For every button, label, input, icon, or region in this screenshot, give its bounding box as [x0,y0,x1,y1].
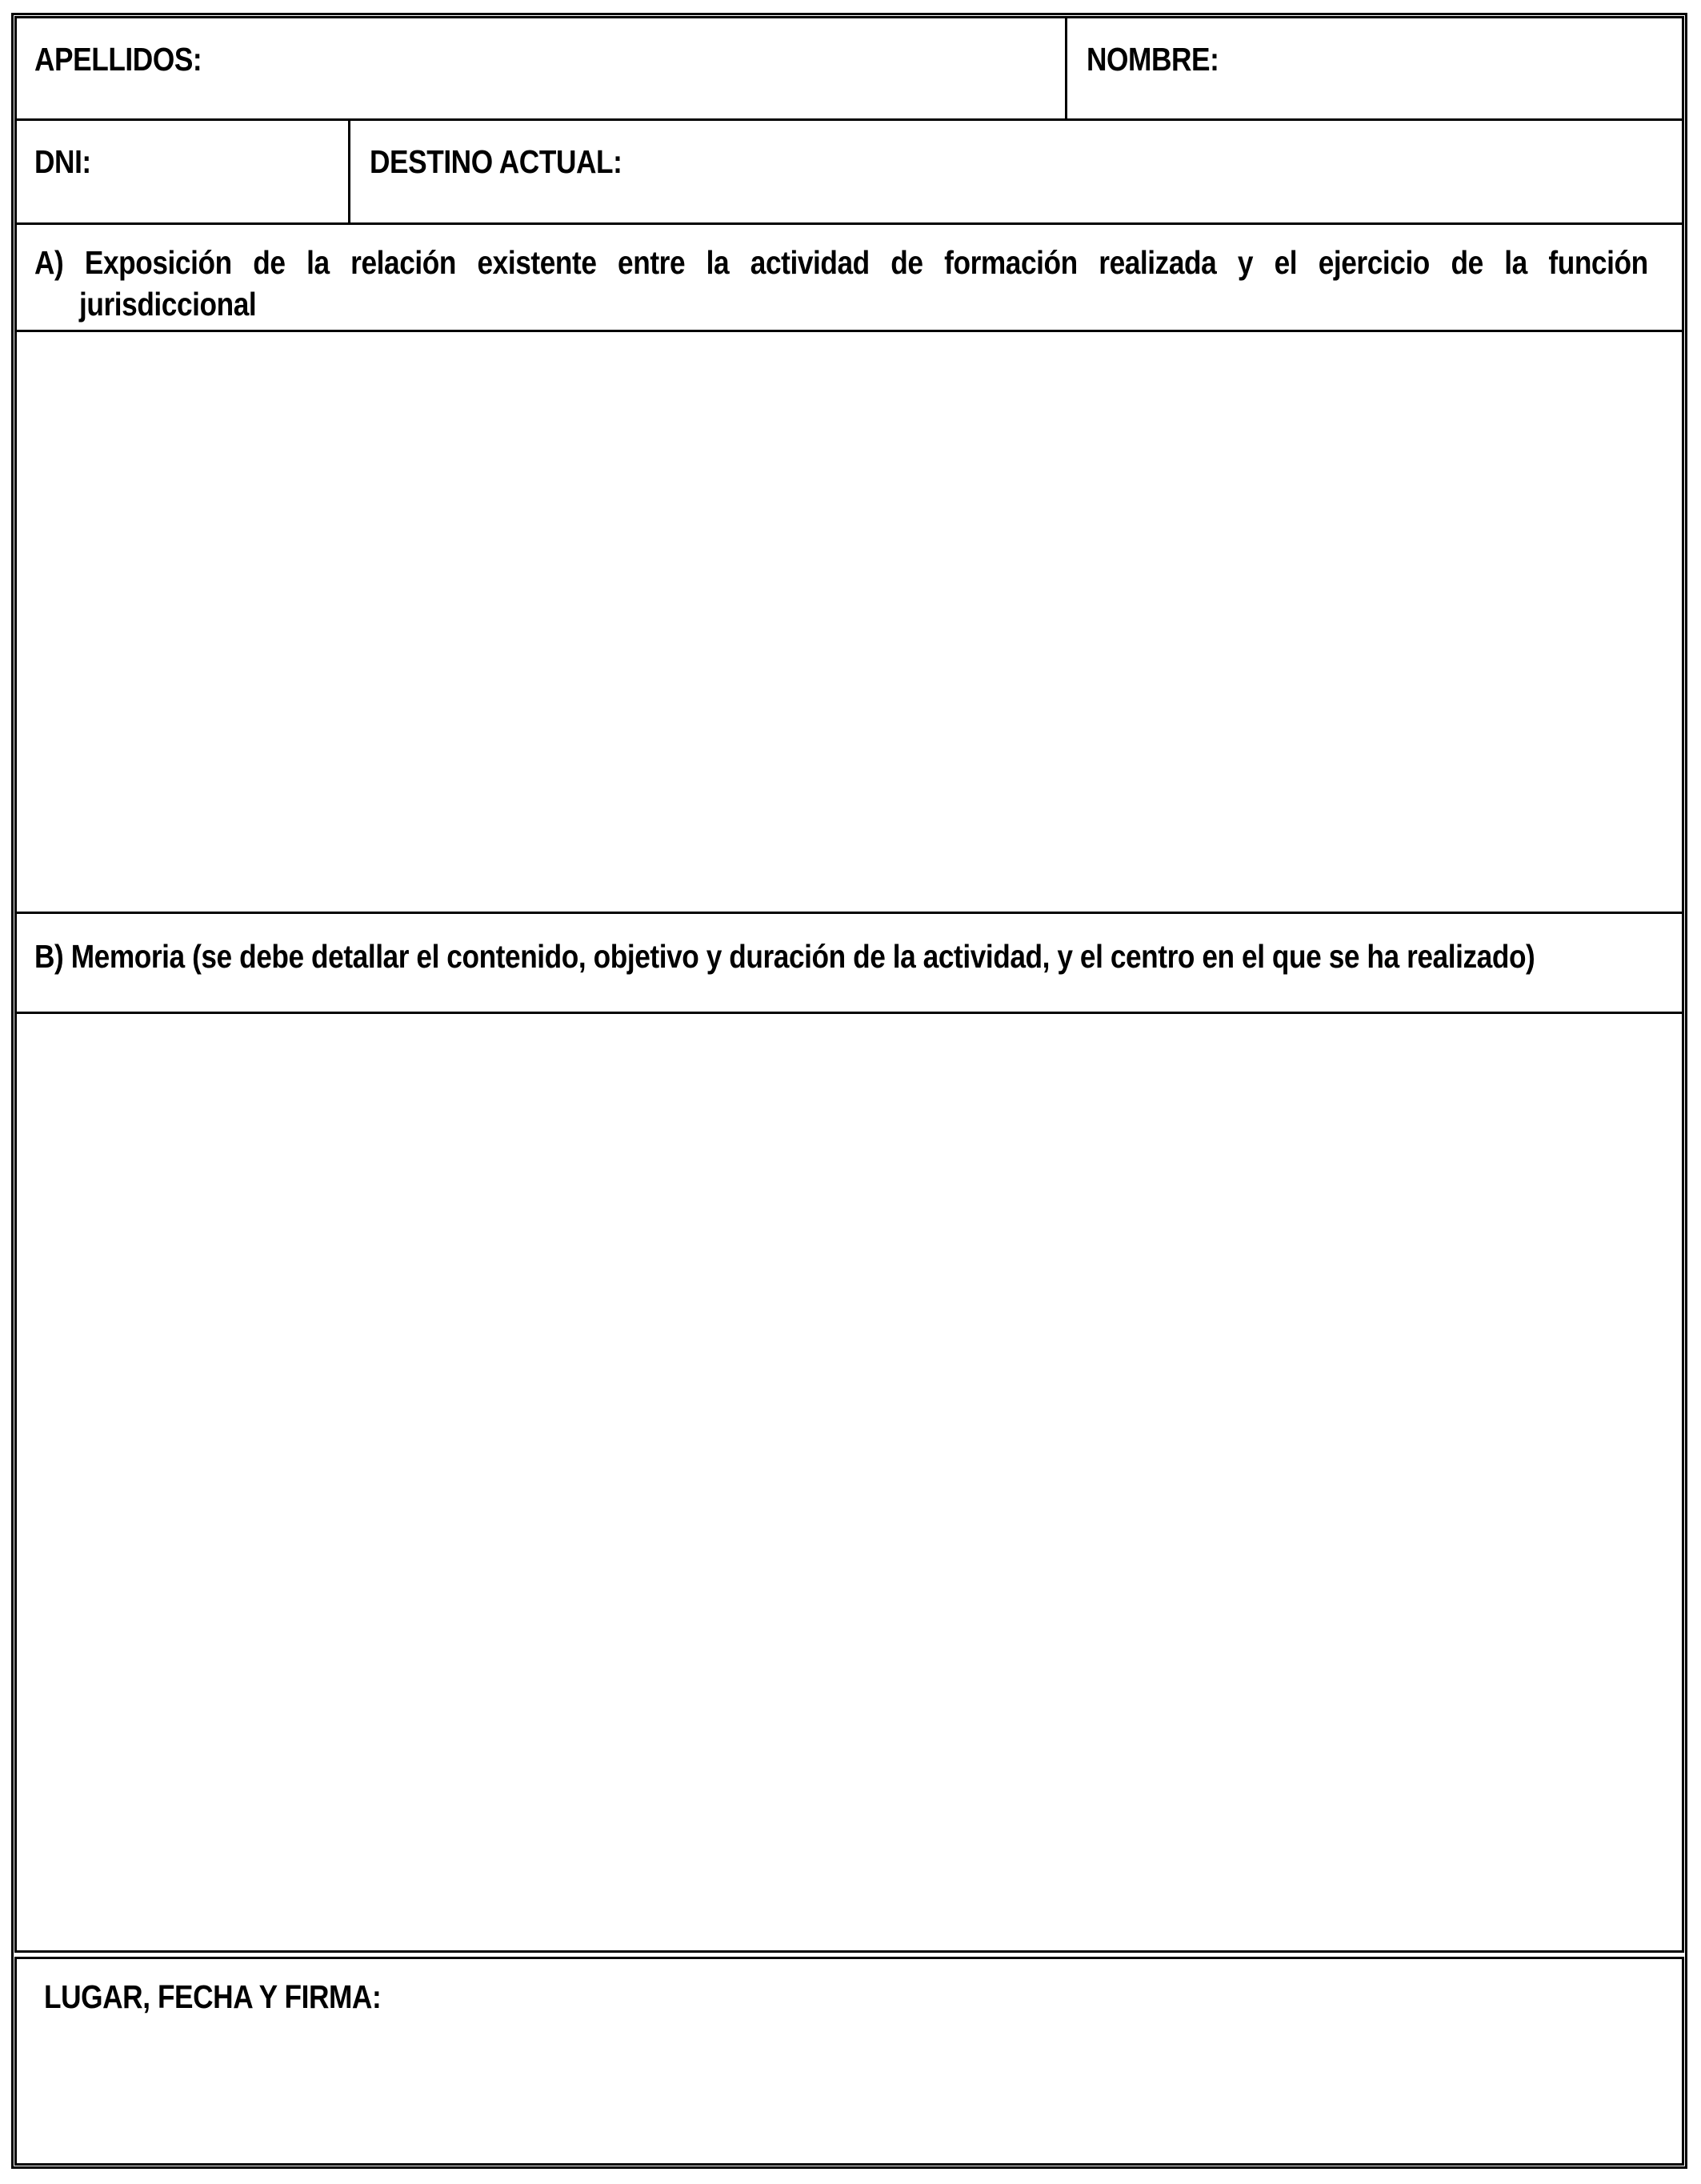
section-a-heading-line1: A) Exposición de la relación existente entre la actividad de formación realizada y el ejercicio de la función [34,244,1648,281]
section-b-answer-area[interactable] [14,1012,1684,1953]
destino-actual-cell[interactable] [348,118,1684,225]
nombre-label: NOMBRE: [1087,41,1219,78]
destino-actual-label: DESTINO ACTUAL: [370,143,622,180]
section-a-heading-cell [14,222,1684,332]
nombre-cell[interactable] [1065,16,1684,121]
apellidos-cell[interactable] [14,16,1067,121]
section-a-heading-line2: jurisdiccional [79,286,257,323]
section-b-heading-cell [14,912,1684,1014]
signature-cell[interactable] [14,1957,1684,2166]
dni-cell[interactable] [14,118,350,225]
apellidos-label: APELLIDOS: [34,41,202,78]
dni-label: DNI: [34,143,91,180]
section-a-answer-area[interactable] [14,330,1684,914]
section-b-heading-text: B) Memoria (se debe detallar el contenido, objetivo y duración de la actividad, y el centro en el que se ha realizado) [34,938,1535,975]
signature-label: LUGAR, FECHA Y FIRMA: [44,1978,382,2015]
